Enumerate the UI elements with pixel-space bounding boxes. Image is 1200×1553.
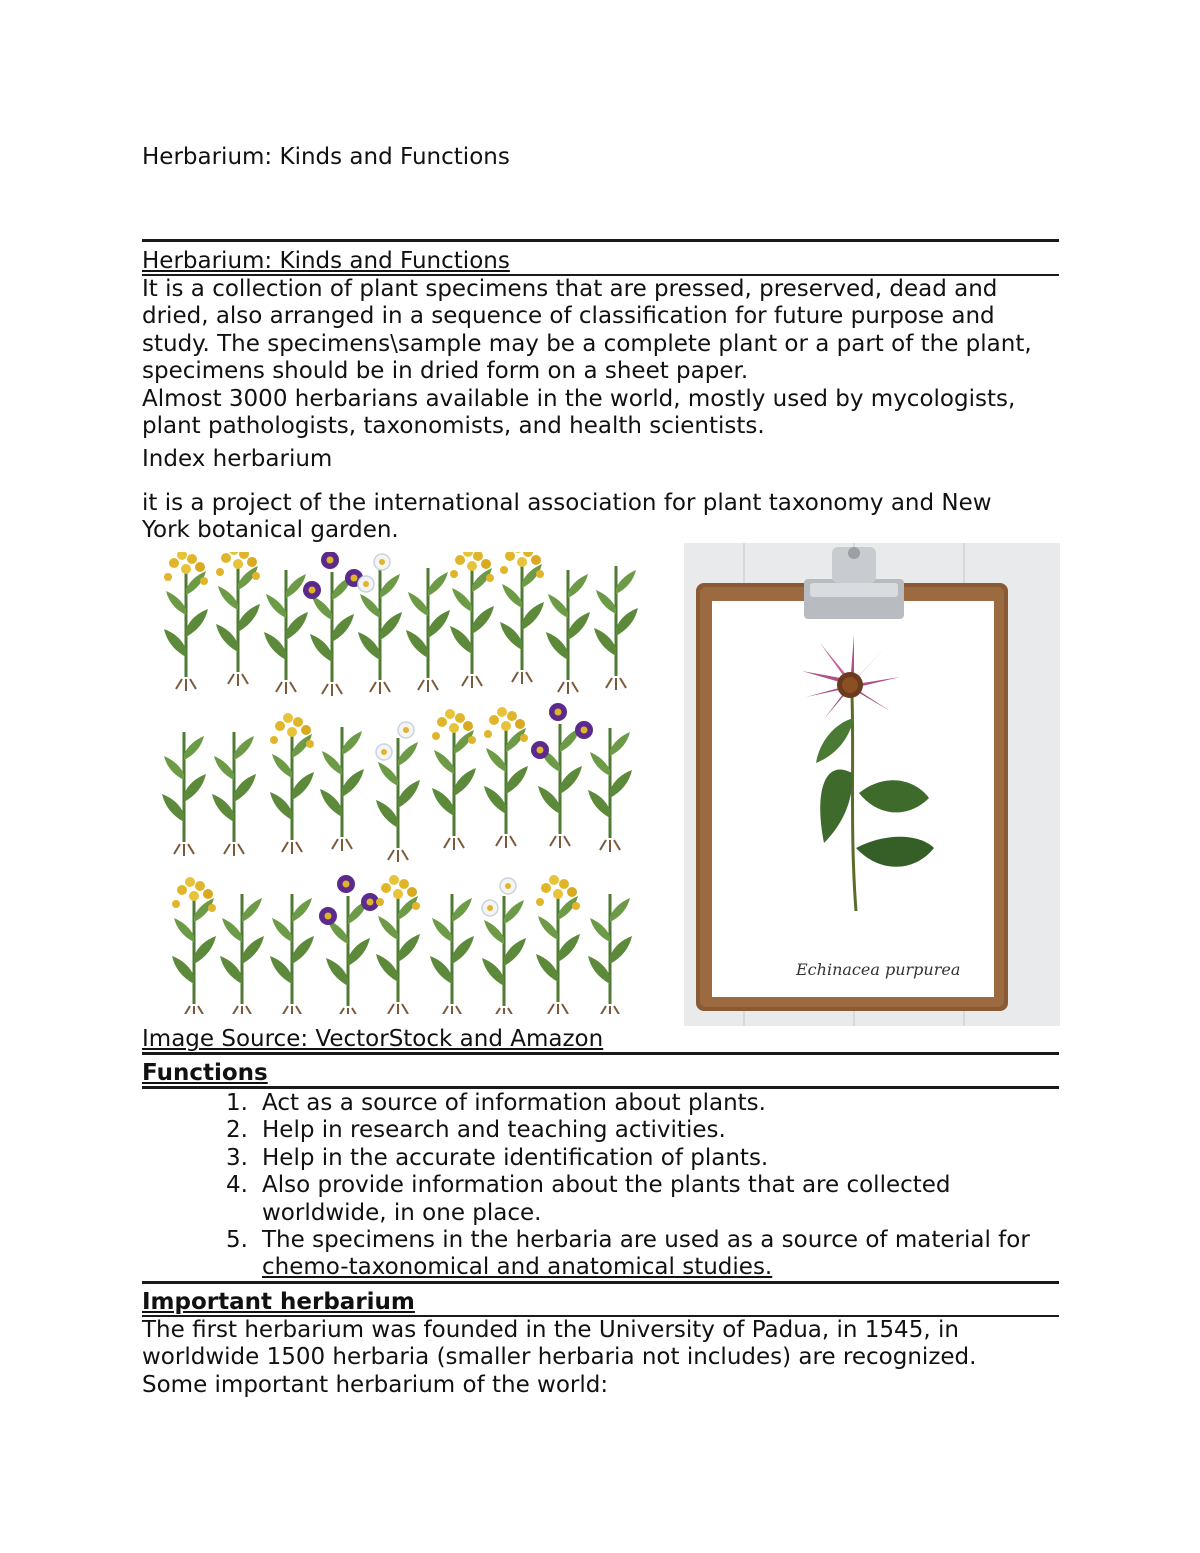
- para1-line: It is a collection of plant specimens that are pressed, preserved, dead and: [142, 276, 998, 302]
- important-heading-block: [142, 1289, 1062, 1316]
- image-source-caption: [142, 1026, 1062, 1053]
- list-item: [142, 1172, 1062, 1227]
- list-item: [142, 1117, 1062, 1144]
- list-text: chemo-taxonomical and anatomical studies.: [262, 1254, 773, 1281]
- intro-paragraph-1: [142, 276, 1062, 386]
- list-item: [142, 1145, 1062, 1172]
- list-text: Help in research and teaching activities.: [262, 1117, 726, 1144]
- para1-line: specimens should be in dried form on a sheet paper.: [142, 358, 749, 385]
- list-item: [142, 1090, 1062, 1117]
- image-source-text: Image Source: VectorStock and Amazon: [142, 1026, 604, 1052]
- para2-line: plant pathologists, taxonomists, and health scientists.: [142, 413, 765, 440]
- intro-section: [142, 248, 1062, 275]
- important-heading: Important herbarium: [142, 1289, 415, 1315]
- important-line: worldwide 1500 herbaria (smaller herbaria not includes) are recognized.: [142, 1344, 977, 1371]
- list-number: 5.: [226, 1227, 248, 1254]
- functions-list: [142, 1090, 1062, 1282]
- important-line: Some important herbarium of the world:: [142, 1371, 609, 1398]
- functions-heading: Functions: [142, 1060, 268, 1086]
- index-heading: Index herbarium: [142, 446, 333, 472]
- list-text: worldwide, in one place.: [262, 1199, 542, 1226]
- intro-paragraph-2: [142, 386, 1062, 441]
- index-line: York botanical garden.: [142, 517, 399, 544]
- list-number: 3.: [226, 1144, 248, 1171]
- list-text: Act as a source of information about plants.: [262, 1090, 766, 1116]
- wild-plants-illustration: [142, 552, 662, 1014]
- list-number: 1.: [226, 1090, 248, 1116]
- index-line: it is a project of the international association for plant taxonomy and New: [142, 490, 992, 516]
- list-text: Help in the accurate identification of plants.: [262, 1144, 769, 1171]
- para1-line: study. The specimens\sample may be a complete plant or a part of the plant,: [142, 330, 1032, 357]
- list-number: 2.: [226, 1117, 248, 1144]
- para1-line: dried, also arranged in a sequence of classification for future purpose and: [142, 303, 995, 330]
- functions-heading-block: [142, 1060, 1062, 1087]
- para2-line: Almost 3000 herbarians available in the world, mostly used by mycologists,: [142, 386, 1016, 412]
- important-line: The first herbarium was founded in the University of Padua, in 1545, in: [142, 1317, 959, 1343]
- list-text: Also provide information about the plants that are collected: [262, 1172, 951, 1199]
- clipboard-specimen-illustration: [684, 543, 1060, 1026]
- document-title: Herbarium: Kinds and Functions: [142, 144, 510, 170]
- list-number: 4.: [226, 1172, 248, 1199]
- functions-heading-rule: [142, 1086, 1059, 1089]
- index-paragraph: [142, 490, 1062, 545]
- image-source-rule: [142, 1052, 1059, 1055]
- specimen-label: Echinacea purpurea: [796, 960, 961, 979]
- top-rule: [142, 239, 1059, 242]
- intro-heading: Herbarium: Kinds and Functions: [142, 248, 510, 274]
- important-paragraph: [142, 1317, 1062, 1399]
- list-item: [142, 1227, 1062, 1282]
- functions-end-rule: [142, 1281, 1059, 1284]
- list-text: The specimens in the herbaria are used as a source of material for: [262, 1227, 1030, 1254]
